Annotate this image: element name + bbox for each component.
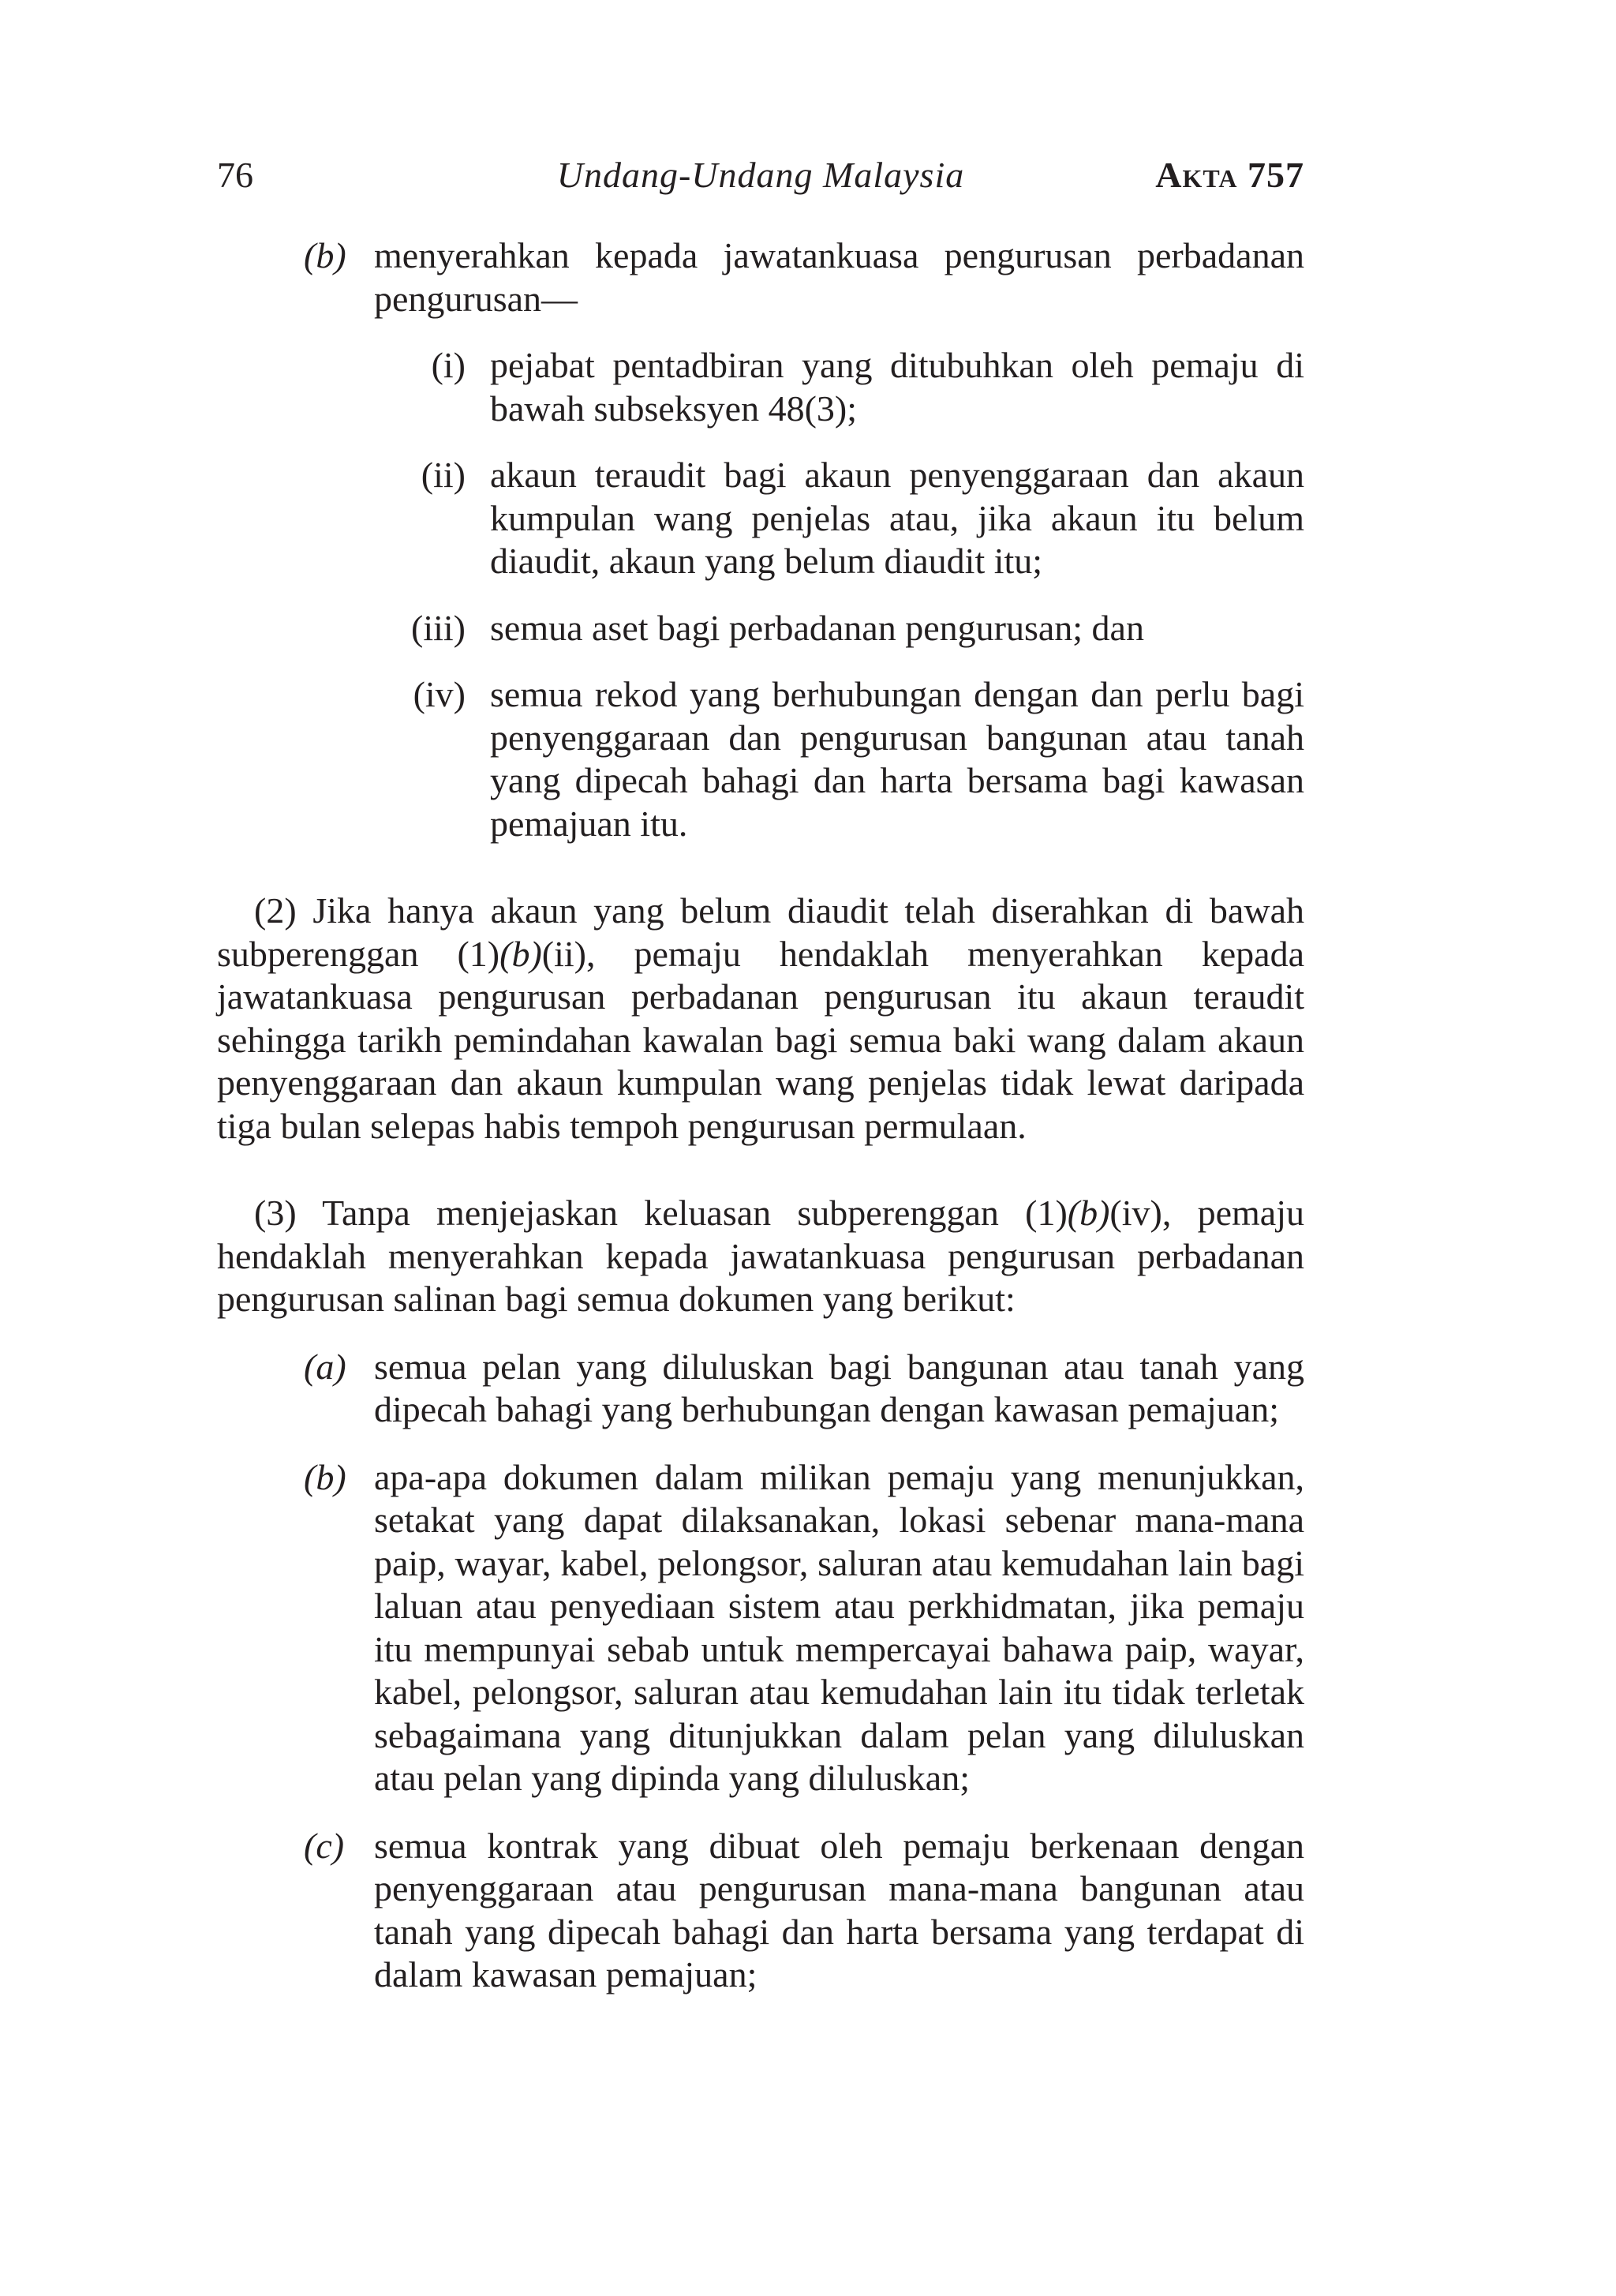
paragraph-italic-ref: (b) [1067,1193,1110,1233]
subitem-label: (iii) [411,607,466,648]
subitem-iii [217,607,1304,650]
item-text: apa-apa dokumen dalam milikan pemaju yang menunjukkan, setakat yang dapat dilaksanakan, lokasi sebenar mana-mana paip, wayar, kabel, pelongsor, saluran atau kemudahan lain bagi laluan atau penyediaan sistem atau perkhidmatan, jika pemaju itu mempunyai sebab untuk mempercayai bahawa paip, wayar, kabel, pelongsor, saluran atau kemudahan lain itu tidak terletak sebagaimana yang ditunjukkan dalam pelan yang diluluskan atau pelan yang dipinda yang diluluskan; [374,1456,1304,1798]
document-page [217,154,1304,1997]
item-label: (a) [304,1346,346,1387]
subitem-label: (ii) [421,455,466,495]
act-reference [1155,154,1304,197]
item-label: (b) [304,1456,346,1497]
paragraph-text-part: (3) Tanpa menjejaskan keluasan subperenggan (1) [254,1193,1068,1233]
item-c [217,1825,1304,1997]
paragraph-text-part: (2) Jika hanya akaun yang belum diaudit telah diserahkan di bawah subperenggan (1) [217,890,1304,974]
act-word: Akta [1155,155,1238,195]
subitem-text: semua rekod yang berhubungan dengan dan perlu bagi penyenggaraan dan pengurusan bangunan atau tanah yang dipecah bahagi dan harta bersama bagi kawasan pemajuan itu. [490,674,1304,844]
subitem-label: (iv) [413,674,466,714]
subitem-label: (i) [431,345,466,385]
item-label: (c) [304,1825,345,1866]
subitem-text: akaun teraudit bagi akaun penyenggaraan dan akaun kumpulan wang penjelas atau, jika akaun itu belum diaudit, akaun yang belum diaudit itu; [490,455,1304,581]
subitem-ii [217,454,1304,583]
subitem-i [217,344,1304,430]
paragraph-text-part: (ii), pemaju hendaklah menyerahkan kepada jawatankuasa pengurusan perbadanan pengurusan itu akaun teraudit sehingga tarikh pemindahan kawalan bagi semua baki wang dalam akaun penyenggaraan dan akaun kumpulan wang penjelas tidak lewat daripada tiga bulan selepas habis tempoh pengurusan permulaan. [217,933,1305,1146]
paragraph-2 [217,890,1304,1148]
page-header [217,154,1304,209]
subitem-iv [217,673,1304,845]
page-number: 76 [217,155,253,195]
subitem-text: semua aset bagi perbadanan pengurusan; dan [490,607,1144,648]
subitem-text: pejabat pentadbiran yang ditubuhkan oleh pemaju di bawah subseksyen 48(3); [490,345,1304,429]
paragraph-3 [217,1192,1304,1321]
item-text: menyerahkan kepada jawatankuasa pengurusan perbadanan pengurusan— [374,235,1304,319]
item-text: semua kontrak yang dibuat oleh pemaju berkenaan dengan penyenggaraan atau pengurusan mana-mana bangunan atau tanah yang dipecah bahagi dan harta bersama yang terdapat di dalam kawasan pemajuan; [374,1825,1304,1994]
item-text: semua pelan yang diluluskan bagi bangunan atau tanah yang dipecah bahagi yang berhubungan dengan kawasan pemajuan; [374,1346,1304,1429]
paragraph-text-part: (iv), pemaju hendaklah menyerahkan kepada jawatankuasa pengurusan perbadanan pengurusan salinan bagi semua dokumen yang berikut: [217,1193,1304,1319]
act-number: 757 [1248,155,1304,195]
item-b [217,234,1304,320]
item-label: (b) [304,235,346,275]
item-b-documents [217,1456,1304,1800]
running-title: Undang-Undang Malaysia [556,155,965,195]
paragraph-italic-ref: (b) [499,933,542,974]
item-a [217,1346,1304,1432]
